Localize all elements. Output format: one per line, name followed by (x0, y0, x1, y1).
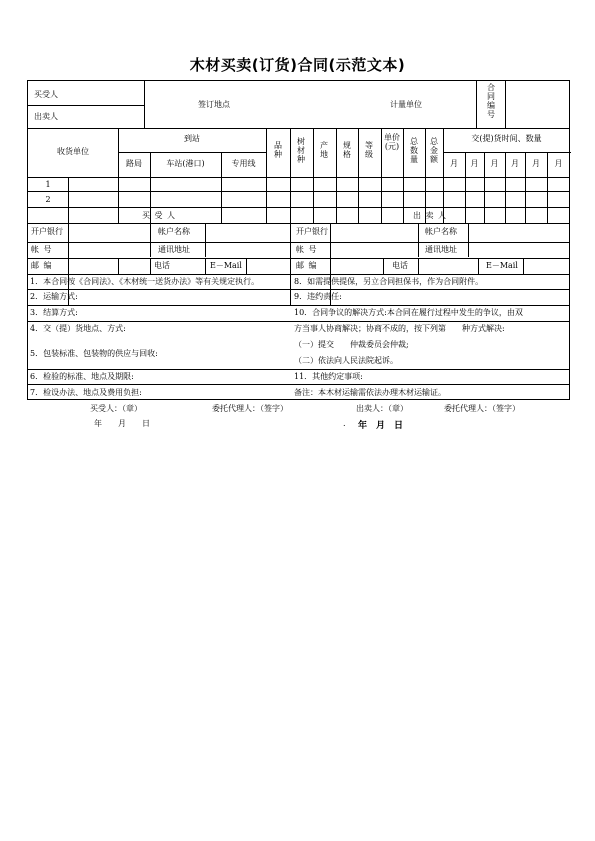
total-qty-header: 总数量 (410, 137, 418, 164)
spec-header: 规格 (343, 141, 351, 159)
clause-10-line-1: 10．合同争议的解决方式:本合同在履行过程中发生的争议，由双 (294, 308, 523, 317)
origin-header: 产地 (320, 141, 328, 159)
buyer-date: 年 月 日 (94, 419, 150, 428)
clause-2: 2．运输方式: (30, 292, 78, 301)
buyer-bank-label: 开户银行 (31, 227, 63, 236)
seller-account-name-label: 帐户名称 (425, 227, 457, 236)
contract-form (27, 80, 570, 400)
buyer-label: 买受人 (34, 90, 58, 99)
month-header: 月 (511, 159, 519, 168)
route-header: 路局 (126, 159, 142, 168)
buyer-account-no-label: 帐 号 (31, 245, 53, 254)
arrival-header: 到站 (184, 134, 200, 143)
delivery-header: 交(提)货时间、数量 (471, 134, 542, 143)
sign-place-label: 签订地点 (198, 100, 230, 109)
clause-10-option-1: （一）提交 仲裁委员会仲裁; (294, 340, 409, 349)
clause-3: 3．结算方式: (30, 308, 78, 317)
seller-agent-signature: 委托代理人：（签字） (444, 404, 520, 413)
grade-header: 等级 (365, 141, 373, 159)
month-header: 月 (450, 159, 458, 168)
clause-8: 8．如需提供提保，另立合同担保书，作为合同附件。 (294, 277, 484, 286)
month-header: 月 (490, 159, 499, 168)
clause-4: 4．交（提）货地点、方式: (30, 324, 126, 333)
unit-label: 计量单位 (390, 100, 422, 109)
private-line-header: 专用线 (231, 159, 256, 168)
unit-price-header: 单价(元) (384, 133, 400, 151)
wood-species-header: 树材种 (297, 137, 305, 164)
buyer-account-name-label: 帐户名称 (158, 227, 190, 236)
consignee-header: 收货单位 (57, 147, 89, 156)
seller-postcode-label: 邮 编 (296, 261, 318, 270)
seller-label: 出卖人 (34, 112, 58, 121)
clause-10-option-2: （二）依法向人民法院起诉。 (294, 356, 398, 365)
seller-seal: 出卖人：（章） (356, 404, 408, 413)
row-number: 2 (45, 195, 51, 204)
seller-date: 年 月 日 (358, 421, 404, 431)
row-number: 1 (45, 180, 51, 189)
seller-address-label: 通讯地址 (425, 245, 457, 254)
buyer-section-title: 买 受 人 (141, 211, 177, 220)
buyer-seal: 买受人：（章） (90, 404, 142, 413)
seller-phone-label: 电话 (392, 261, 408, 270)
buyer-phone-label: 电话 (154, 261, 170, 270)
clause-6: 6．检验的标准、地点及期限: (30, 372, 134, 381)
month-header: 月 (470, 159, 479, 168)
seller-account-no-label: 帐 号 (296, 245, 318, 254)
buyer-address-label: 通讯地址 (158, 245, 190, 254)
buyer-agent-signature: 委托代理人：（签字） (212, 404, 288, 413)
page-title: 木材买卖(订货)合同(示范文本) (189, 56, 406, 74)
seller-section-title: 出 卖 人 (412, 211, 448, 220)
variety-header: 品种 (274, 141, 282, 159)
clause-10-line-2: 方当事人协商解决；协商不成的，按下列第 种方式解决: (294, 324, 505, 333)
clause-7: 7．检设办法、地点及费用负担: (30, 388, 142, 397)
clause-11: 11．其他约定事项: (294, 372, 363, 381)
station-header: 车站(港口) (166, 159, 205, 168)
clause-5: 5．包装标准、包装物的供应与回收: (30, 349, 158, 358)
clause-1: 1．本合同按《合同法》、《木材统一送货办法》等有关规定执行。 (30, 277, 260, 286)
month-header: 月 (554, 159, 563, 168)
seller-bank-label: 开户银行 (296, 227, 328, 236)
clause-9: 9．违约责任: (294, 292, 342, 301)
buyer-email-label: E－Mail (210, 261, 242, 270)
contract-no-label: 合同编号 (487, 83, 495, 119)
buyer-postcode-label: 邮 编 (31, 261, 53, 270)
total-amount-header: 总金额 (430, 137, 438, 164)
seller-email-label: E－Mail (486, 261, 518, 270)
note: 备注：本木材运输需依法办理木材运输证。 (294, 388, 446, 397)
month-header: 月 (532, 159, 540, 168)
date-dot: . (343, 419, 346, 428)
